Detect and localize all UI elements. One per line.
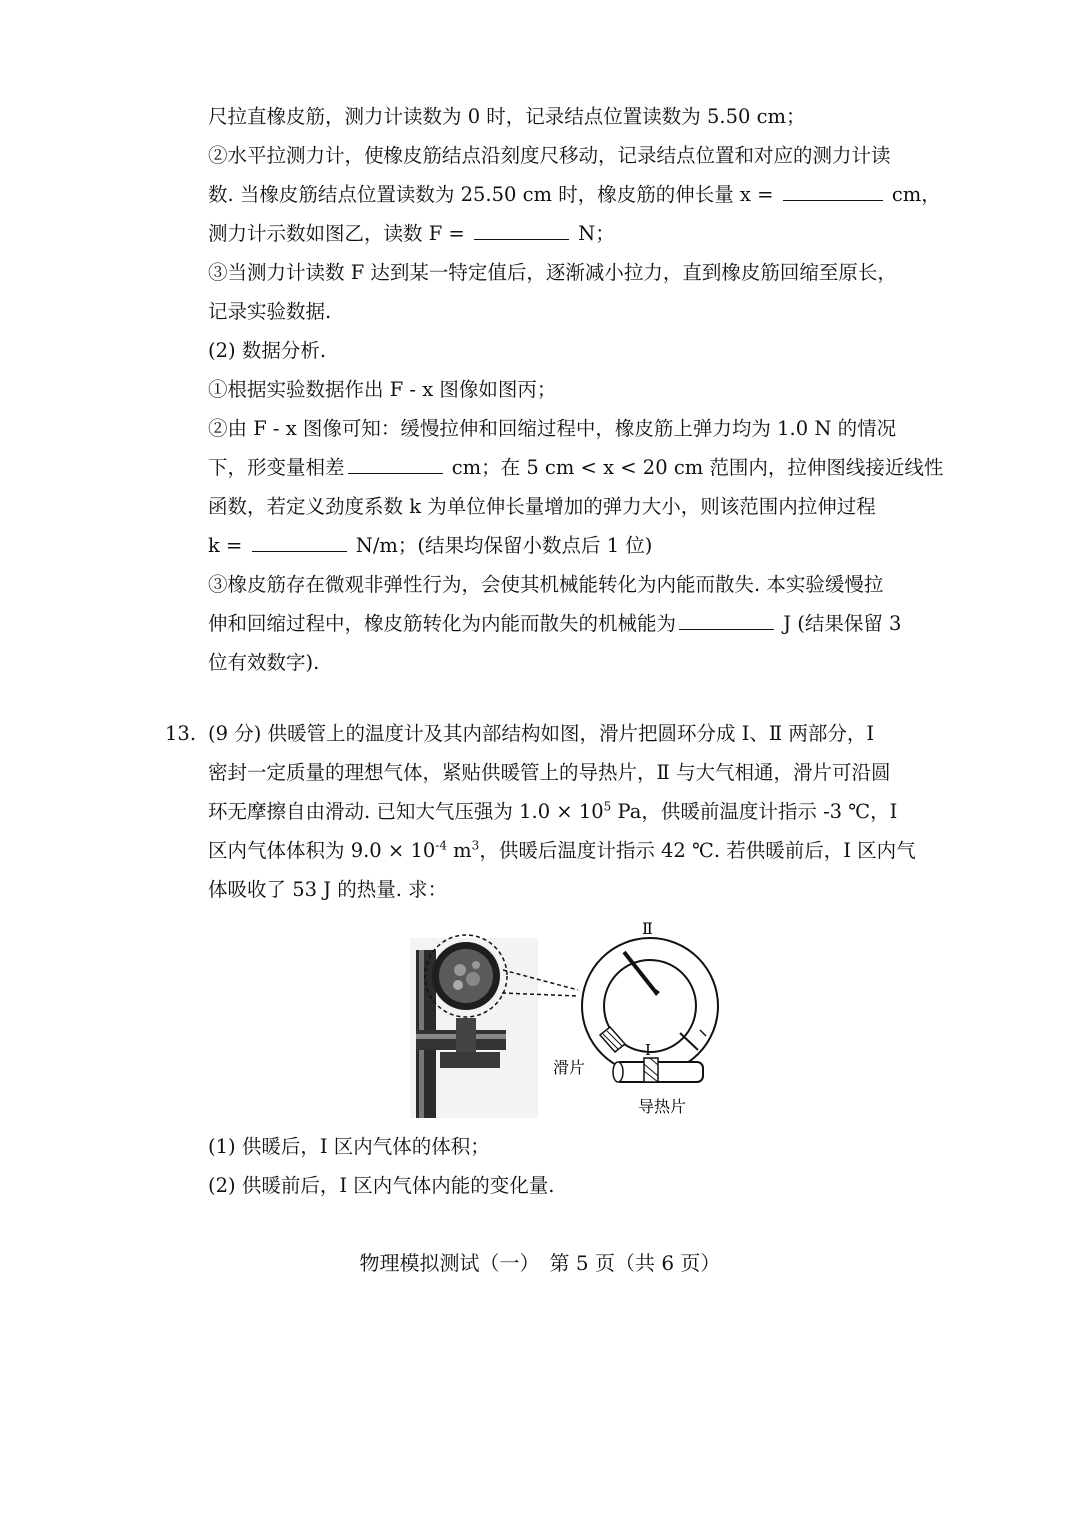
q13-sub-2: (2) 供暖前后，Ⅰ 区内气体内能的变化量.	[208, 1174, 555, 1197]
text-seg: N/m；(结果均保留小数点后 1 位)	[349, 534, 653, 557]
question-number: 13.	[165, 722, 197, 745]
label-heat-plate: 导热片	[638, 1097, 687, 1116]
exponent: 5	[603, 799, 612, 814]
text-seg: k =	[208, 534, 249, 557]
exponent: 3	[471, 838, 480, 853]
text-line-12	[208, 527, 652, 565]
text-seg: cm，	[885, 183, 941, 206]
answer-blank[interactable]	[474, 217, 569, 240]
text-line-7: (2) 数据分析.	[208, 339, 327, 362]
text-seg: 数. 当橡皮筋结点位置读数为 25.50 cm 时，橡皮筋的伸长量 x =	[208, 183, 780, 206]
label-region-II: Ⅱ	[642, 919, 653, 938]
text-line-4	[208, 215, 615, 253]
answer-blank[interactable]	[679, 607, 774, 630]
answer-blank[interactable]	[348, 451, 443, 474]
text-line-2: ②水平拉测力计，使橡皮筋结点沿刻度尺移动，记录结点位置和对应的测力计读	[208, 144, 891, 167]
label-slider: 滑片	[553, 1058, 586, 1077]
q13-sub-1: (1) 供暖后，Ⅰ 区内气体的体积；	[208, 1135, 490, 1158]
page-footer: 物理模拟测试（一） 第 5 页（共 6 页）	[359, 1251, 721, 1275]
text-line-14	[208, 605, 901, 643]
q13-line-2: 密封一定质量的理想气体，紧贴供暖管上的导热片，Ⅱ 与大气相通，滑片可沿圆	[208, 761, 891, 784]
q13-line-1: (9 分) 供暖管上的温度计及其内部结构如图，滑片把圆环分成 Ⅰ、Ⅱ 两部分，Ⅰ	[208, 722, 875, 745]
text-seg: 测力计示数如图乙，读数 F =	[208, 222, 471, 245]
text-seg: J (结果保留 3	[777, 612, 902, 635]
text-seg: m	[446, 839, 472, 862]
heat-plate-shape	[644, 1058, 658, 1082]
text-line-13: ③橡皮筋存在微观非弹性行为，会使其机械能转化为内能而散失. 本实验缓慢拉	[208, 573, 884, 596]
text-seg: 环无摩擦自由滑动. 已知大气压强为 1.0 × 10	[208, 800, 604, 823]
thermometer-schematic	[553, 919, 718, 1116]
text-line-15: 位有效数字).	[208, 651, 320, 674]
thermometer-figure	[410, 918, 720, 1118]
q13-line-5: 体吸收了 53 J 的热量. 求：	[208, 878, 448, 901]
text-line-8: ①根据实验数据作出 F - x 图像如图丙；	[208, 378, 557, 401]
q13-line-3	[208, 793, 897, 831]
text-line-9: ②由 F - x 图像可知：缓慢拉伸和回缩过程中，橡皮筋上弹力均为 1.0 N 的情况	[208, 417, 897, 440]
text-seg: N；	[571, 222, 615, 245]
text-line-5: ③当测力计读数 F 达到某一特定值后，逐渐减小拉力，直到橡皮筋回缩至原长，	[208, 261, 897, 284]
thermometer-photo	[410, 935, 578, 1118]
text-line-10	[208, 449, 943, 487]
text-seg: ，供暖后温度计指示 42 ℃. 若供暖前后，Ⅰ 区内气	[479, 839, 916, 862]
text-line-6: 记录实验数据.	[208, 300, 332, 323]
text-seg: 下，形变量相差	[208, 456, 345, 479]
q13-line-4	[208, 832, 916, 870]
text-seg: Pa，供暖前温度计指示 -3 ℃，Ⅰ	[611, 800, 898, 823]
text-seg: cm；在 5 cm < x < 20 cm 范围内，拉伸图线接近线性	[445, 456, 944, 479]
label-region-I: Ⅰ	[645, 1041, 651, 1059]
text-line-3	[208, 176, 941, 214]
exponent: -4	[435, 838, 447, 853]
text-line-11: 函数，若定义劲度系数 k 为单位伸长量增加的弹力大小，则该范围内拉伸过程	[208, 495, 876, 518]
answer-blank[interactable]	[783, 178, 883, 201]
answer-blank[interactable]	[252, 529, 347, 552]
text-line-1: 尺拉直橡皮筋，测力计读数为 0 时，记录结点位置读数为 5.50 cm；	[208, 105, 806, 128]
text-seg: 区内气体体积为 9.0 × 10	[208, 839, 436, 862]
text-seg: 伸和回缩过程中，橡皮筋转化为内能而散失的机械能为	[208, 612, 677, 635]
